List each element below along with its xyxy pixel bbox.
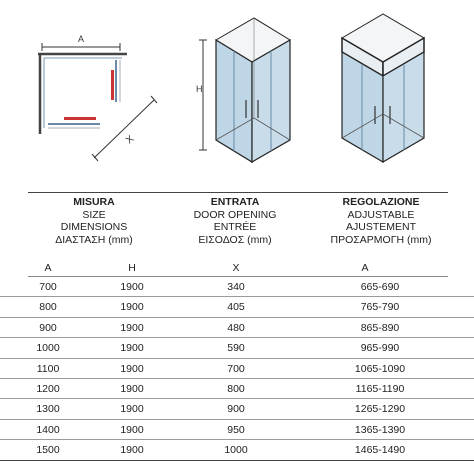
top-view-plan — [38, 34, 157, 161]
column-letter-h: H — [128, 262, 136, 274]
cell-x: 340 — [227, 281, 245, 293]
cell-a: 1200 — [36, 382, 60, 395]
cell-regolazione: 1165-1190 — [355, 382, 405, 395]
cell-x: 1000 — [224, 444, 248, 457]
table-row — [0, 338, 474, 358]
header-misura-line1: MISURA — [73, 196, 115, 208]
header-regolazione-line1: REGOLAZIONE — [342, 196, 420, 208]
cell-h: 1900 — [120, 403, 144, 416]
cell-regolazione: 1265-1290 — [354, 403, 406, 416]
header-regolazione — [300, 196, 462, 246]
cell-a: 1400 — [36, 423, 60, 436]
cell-a: 1000 — [36, 342, 60, 355]
table-row — [0, 440, 474, 460]
cell-regolazione: 765-790 — [360, 301, 400, 314]
cell-h: 1900 — [120, 382, 144, 395]
cell-a: 900 — [39, 321, 57, 334]
cell-h: 1900 — [120, 362, 144, 375]
cell-a: 700 — [39, 281, 57, 293]
cell-x: 950 — [227, 423, 245, 436]
column-letter-r: A — [361, 262, 369, 274]
table-row — [0, 359, 474, 379]
cell-h: 1900 — [120, 423, 144, 436]
perspective-view-1 — [196, 18, 290, 162]
cell-regolazione: 1365-1390 — [354, 423, 406, 436]
product-diagrams — [0, 0, 474, 185]
header-misura-line3: DIMENSIONS — [60, 221, 128, 233]
cell-h: 1900 — [120, 301, 144, 314]
table-row — [0, 277, 474, 297]
header-regolazione-line4: ΠΡΟΣΑΡΜΟΓΗ (mm) — [330, 233, 432, 246]
cell-a: 1100 — [36, 362, 60, 375]
column-letters-row — [0, 262, 474, 276]
header-entrata — [160, 196, 310, 246]
dimension-x-label: X — [124, 133, 137, 147]
header-regolazione-line3: AJUSTEMENT — [345, 221, 416, 233]
table-row — [0, 318, 474, 338]
table-row — [0, 420, 474, 440]
table-top-rule — [28, 192, 448, 193]
header-misura-line2: SIZE — [82, 208, 106, 221]
table-row — [0, 379, 474, 399]
dimension-h-label: H — [196, 84, 203, 94]
cell-regolazione: 865-890 — [360, 321, 400, 334]
cell-x: 480 — [227, 321, 245, 334]
cell-a: 1300 — [36, 403, 60, 416]
cell-x: 800 — [227, 382, 245, 395]
cell-h: 1900 — [120, 321, 144, 334]
cell-h: 1900 — [120, 281, 144, 293]
column-letter-x: X — [232, 262, 240, 274]
header-entrata-line1: ENTRATA — [210, 196, 260, 208]
header-entrata-line4: ΕΙΣΟΔΟΣ (mm) — [198, 233, 272, 246]
cell-h: 1900 — [120, 342, 144, 355]
cell-x: 405 — [227, 301, 245, 314]
cell-x: 700 — [227, 362, 245, 375]
header-regolazione-line2: ADJUSTABLE — [347, 208, 415, 221]
diagrams-svg — [0, 0, 474, 185]
header-misura-line4: ΔΙΑΣΤΑΣΗ (mm) — [55, 233, 133, 246]
cell-a: 800 — [39, 301, 57, 314]
column-letter-a: A — [44, 262, 52, 274]
header-misura — [28, 196, 160, 246]
header-entrata-line2: DOOR OPENING — [193, 208, 277, 221]
perspective-view-2 — [342, 14, 424, 162]
cell-h: 1900 — [120, 444, 144, 457]
table-row — [0, 297, 474, 317]
cell-regolazione: 965-990 — [360, 342, 400, 355]
cell-regolazione: 665-690 — [360, 281, 400, 293]
size-table-body — [0, 277, 474, 461]
table-row — [0, 399, 474, 419]
cell-x: 900 — [227, 403, 245, 416]
header-entrata-line3: ENTRÉE — [213, 221, 257, 233]
cell-regolazione: 1465-1490 — [354, 444, 406, 457]
dimension-a-label: A — [78, 34, 85, 44]
cell-a: 1500 — [36, 444, 60, 457]
cell-regolazione: 1065-1090 — [354, 362, 406, 375]
cell-x: 590 — [227, 342, 245, 355]
